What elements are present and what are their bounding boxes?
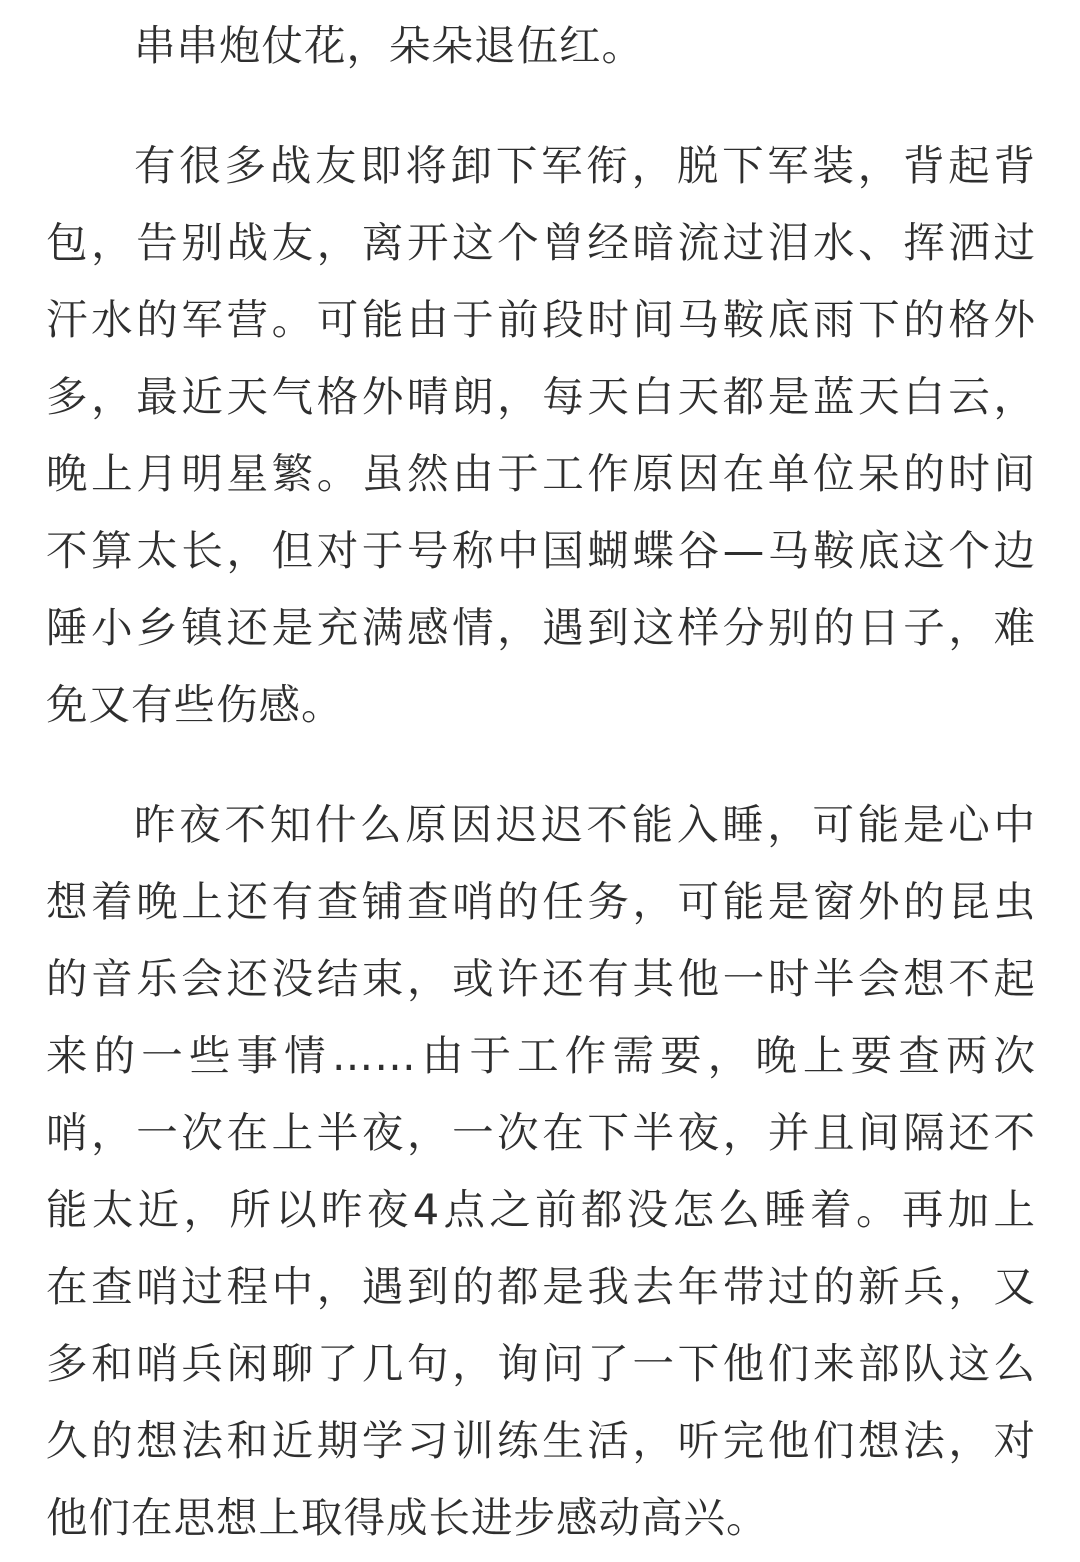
paragraph-2-line-1: 有很多战友即将卸下军衔，脱下军装，背起背 xyxy=(134,141,1036,190)
paragraph-2-line-4: 多，最近天气格外晴朗，每天白天都是蓝天白云， xyxy=(46,372,1036,421)
paragraph-3-line-3: 的音乐会还没结束，或许还有其他一时半会想不起 xyxy=(46,954,1036,1003)
paragraph-3-line-6: 能太近，所以昨夜4点之前都没怎么睡着。再加上 xyxy=(46,1185,1036,1234)
paragraph-2-line-3: 汗水的军营。可能由于前段时间马鞍底雨下的格外 xyxy=(46,295,1036,344)
paragraph-3-line-2: 想着晚上还有查铺查哨的任务，可能是窗外的昆虫 xyxy=(46,877,1036,926)
paragraph-3-line-4: 来的一些事情……由于工作需要，晚上要查两次 xyxy=(46,1031,1036,1080)
paragraph-2-line-7: 陲小乡镇还是充满感情，遇到这样分别的日子，难 xyxy=(46,603,1036,652)
paragraph-3-line-8: 多和哨兵闲聊了几句，询问了一下他们来部队这么 xyxy=(46,1339,1036,1388)
paragraph-2-line-2: 包，告别战友，离开这个曾经暗流过泪水、挥洒过 xyxy=(46,218,1036,267)
paragraph-2-line-5: 晚上月明星繁。虽然由于工作原因在单位呆的时间 xyxy=(46,449,1036,498)
paragraph-3-line-7: 在查哨过程中，遇到的都是我去年带过的新兵，又 xyxy=(46,1262,1036,1311)
paragraph-3-line-5: 哨，一次在上半夜，一次在下半夜，并且间隔还不 xyxy=(46,1108,1036,1157)
paragraph-2-line-6: 不算太长，但对于号称中国蝴蝶谷—马鞍底这个边 xyxy=(46,526,1036,575)
paragraph-1-line-1: 串串炮仗花，朵朵退伍红。 xyxy=(134,21,645,70)
paragraph-3-line-1: 昨夜不知什么原因迟迟不能入睡，可能是心中 xyxy=(134,800,1036,849)
paragraph-3-line-9: 久的想法和近期学习训练生活，听完他们想法，对 xyxy=(46,1416,1036,1465)
paragraph-2-line-8: 免又有些伤感。 xyxy=(46,680,344,729)
paragraph-3-line-10: 他们在思想上取得成长进步感动高兴。 xyxy=(46,1493,769,1542)
